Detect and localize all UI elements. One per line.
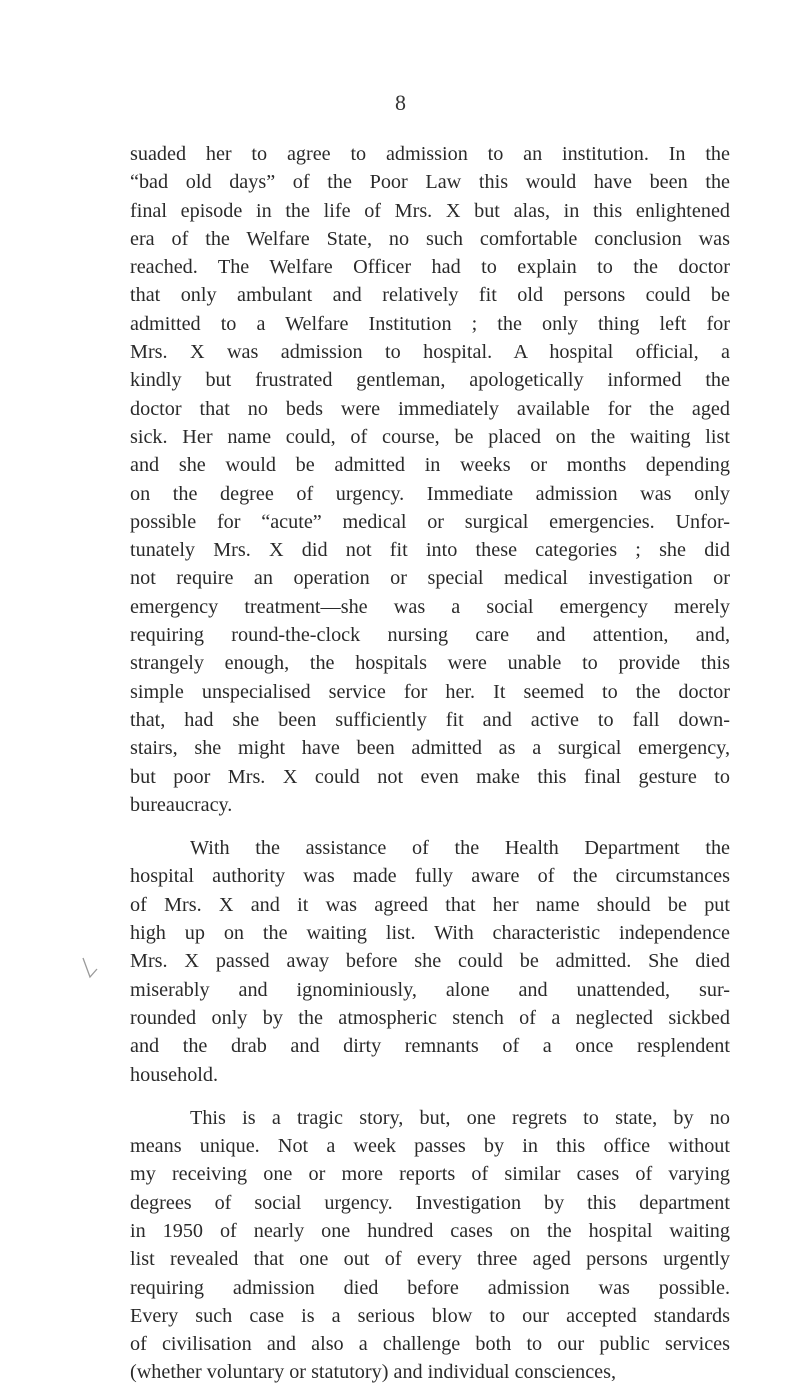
paragraph <box>130 140 730 819</box>
text-line: doctor that no beds were immediately available for the aged <box>130 397 730 420</box>
text-line: stairs, she might have been admitted as a surgical emergency, <box>130 737 730 760</box>
text-line: era of the Welfare State, no such comfortable conclusion was <box>130 227 730 250</box>
text-line: rounded only by the atmospheric stench of a neglected sickbed <box>130 1006 730 1029</box>
text-line: miserably and ignominiously, alone and unattended, sur- <box>130 978 730 1001</box>
text-line: household. <box>130 1063 219 1086</box>
text-line: requiring round-the-clock nursing care and attention, and, <box>130 624 730 647</box>
text-line: but poor Mrs. X could not even make this final gesture to <box>130 765 730 788</box>
text-line: that, had she been sufficiently fit and active to fall down- <box>130 708 730 731</box>
text-line: sick. Her name could, of course, be placed on the waiting list <box>130 425 730 448</box>
text-line: suaded her to agree to admission to an institution. In the <box>130 143 730 165</box>
text-line: tunately Mrs. X did not fit into these categories ; she did <box>130 539 730 562</box>
paragraph <box>130 1104 730 1387</box>
text-line: in 1950 of nearly one hundred cases on the hospital waiting <box>130 1219 730 1242</box>
paragraph <box>130 834 730 1089</box>
text-line: and the drab and dirty remnants of a once resplendent <box>130 1035 730 1058</box>
text-line: emergency treatment—she was a social emergency merely <box>130 595 730 618</box>
page-number: 8 <box>395 90 406 115</box>
text-line: of Mrs. X and it was agreed that her name should be put <box>130 893 730 916</box>
text-line: reached. The Welfare Officer had to explain to the doctor <box>130 256 730 279</box>
text-line: degrees of social urgency. Investigation by this department <box>130 1191 730 1214</box>
text-line: high up on the waiting list. With characteristic independence <box>130 922 730 945</box>
text-line: not require an operation or special medical investigation or <box>130 567 730 590</box>
text-line: Every such case is a serious blow to our accepted standards <box>130 1304 730 1327</box>
text-line: hospital authority was made fully aware of the circumstances <box>130 865 730 888</box>
text-line: of civilisation and also a challenge both to our public services <box>130 1333 730 1356</box>
text-line: that only ambulant and relatively fit old persons could be <box>130 284 730 307</box>
paragraph-gap <box>130 1089 730 1104</box>
text-line: list revealed that one out of every three aged persons urgently <box>130 1248 730 1271</box>
text-line: (whether voluntary or statutory) and individual consciences, <box>130 1361 617 1384</box>
text-line: possible for “acute” medical or surgical emergencies. Unfor- <box>130 510 730 533</box>
text-line: simple unspecialised service for her. It seemed to the doctor <box>130 680 730 703</box>
text-line: “bad old days” of the Poor Law this would have been the <box>130 171 730 194</box>
text-line: final episode in the life of Mrs. X but alas, in this enlightened <box>130 199 730 222</box>
text-line: This is a tragic story, but, one regrets to state, by no <box>190 1106 730 1129</box>
text-line: Mrs. X was admission to hospital. A hospital official, a <box>130 341 730 364</box>
pencil-tick-mark <box>80 955 100 983</box>
body-text <box>130 140 730 1387</box>
text-line: on the degree of urgency. Immediate admission was only <box>130 482 730 505</box>
paragraph-gap <box>130 819 730 834</box>
text-line: my receiving one or more reports of similar cases of varying <box>130 1163 730 1186</box>
text-line: strangely enough, the hospitals were unable to provide this <box>130 652 730 675</box>
text-line: Mrs. X passed away before she could be admitted. She died <box>130 950 730 973</box>
text-line: means unique. Not a week passes by in this office without <box>130 1135 730 1158</box>
text-line: bureaucracy. <box>130 793 233 816</box>
text-line: kindly but frustrated gentleman, apologetically informed the <box>130 369 730 392</box>
text-line: admitted to a Welfare Institution ; the only thing left for <box>130 312 730 335</box>
text-line: and she would be admitted in weeks or months depending <box>130 454 730 477</box>
text-line: With the assistance of the Health Department the <box>190 837 730 860</box>
text-line: requiring admission died before admission was possible. <box>130 1276 730 1299</box>
